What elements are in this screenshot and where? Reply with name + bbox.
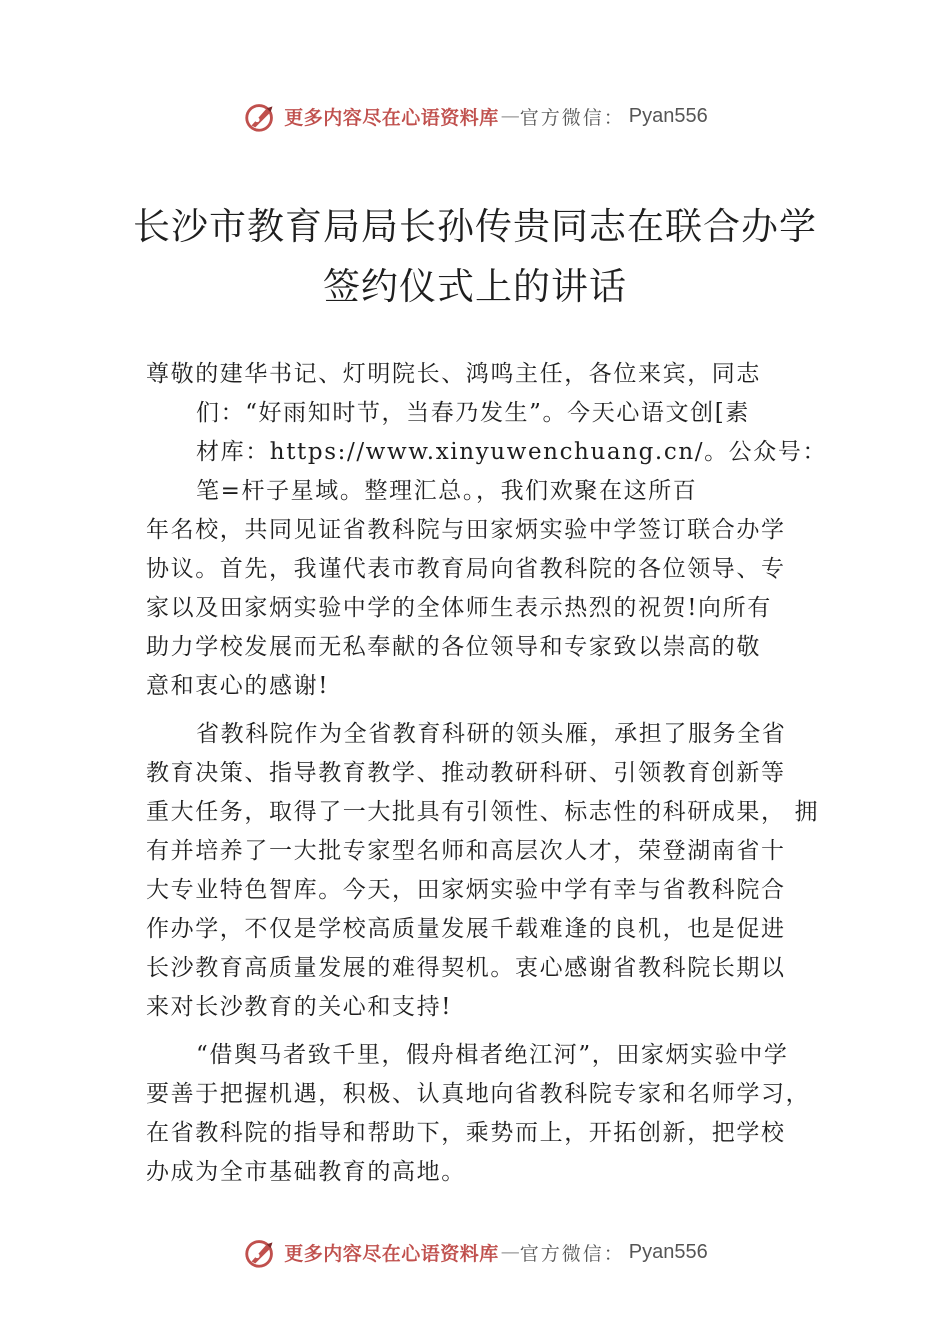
body-line: 意和衷心的感谢! — [146, 673, 330, 699]
body-line: 年名校，共同见证省教科院与田家炳实验中学签订联合办学 — [146, 517, 786, 543]
body-line: 有并培养了一大批专家型名师和高层次人才，荣登湖南省十 — [146, 838, 786, 864]
body-line: 作办学，不仅是学校高质量发展千载难逢的良机，也是促进 — [146, 916, 786, 942]
body-line: 长沙教育高质量发展的难得契机。衷心感谢省教科院长期以 — [146, 955, 786, 981]
banner-brand-text: 更多内容尽在心语资料库 — [284, 106, 499, 129]
body-line: 尊敬的建华书记、灯明院长、鸿鸣主任，各位来宾，同志 — [146, 361, 761, 387]
body-line: 们：“好雨知时节，当春乃发生”。今天心语文创[素 — [196, 400, 750, 426]
banner-wechat-id: Pyan556 — [628, 104, 708, 127]
body-line: 重大任务，取得了一大批具有引领性、标志性的科研成果， 拥 — [146, 799, 820, 825]
body-line: 教育决策、指导教育教学、推动教研科研、引领教育创新等 — [146, 760, 786, 786]
banner-separator: — — [500, 105, 520, 127]
body-line: 助力学校发展而无私奉献的各位领导和专家致以崇高的敬 — [146, 634, 761, 660]
document-title-line-2: 签约仪式上的讲话 — [323, 265, 627, 308]
document-title-line-1: 长沙市教育局局长孙传贵同志在联合办学 — [133, 205, 817, 248]
body-line: 协议。首先，我谨代表市教育局向省教科院的各位领导、专 — [146, 556, 786, 582]
body-line: “借舆马者致千里，假舟楫者绝江河”，田家炳实验中学 — [196, 1042, 789, 1068]
body-line: 要善于把握机遇，积极、认真地向省教科院专家和名师学习， — [146, 1081, 811, 1107]
banner-wechat-id: Pyan556 — [628, 1240, 708, 1263]
body-line: 家以及田家炳实验中学的全体师生表示热烈的祝贺!向所有 — [146, 595, 772, 621]
body-line: 在省教科院的指导和帮助下，乘势而上，开拓创新，把学校 — [146, 1120, 786, 1146]
banner-wechat-label: 官方微信： — [519, 106, 625, 129]
body-line: 材库：https://www.xinyuwenchuang.cn/。公众号： — [196, 439, 828, 465]
body-line: 来对长沙教育的关心和支持! — [146, 994, 453, 1020]
banner-wechat-label: 官方微信： — [519, 1242, 625, 1265]
header-banner — [0, 96, 950, 136]
body-line: 大专业特色智库。今天，田家炳实验中学有幸与省教科院合 — [146, 877, 786, 903]
body-line: 笔=杆子星域。整理汇总。，我们欢聚在这所百 — [196, 478, 698, 504]
body-line: 省教科院作为全省教育科研的领头雁，承担了服务全省 — [196, 721, 787, 747]
banner-separator: — — [500, 1241, 520, 1263]
footer-banner — [0, 1232, 950, 1272]
banner-brand-text: 更多内容尽在心语资料库 — [284, 1242, 499, 1265]
pen-logo-icon — [242, 97, 280, 135]
body-line: 办成为全市基础教育的高地。 — [146, 1159, 466, 1185]
pen-logo-icon — [242, 1233, 280, 1271]
